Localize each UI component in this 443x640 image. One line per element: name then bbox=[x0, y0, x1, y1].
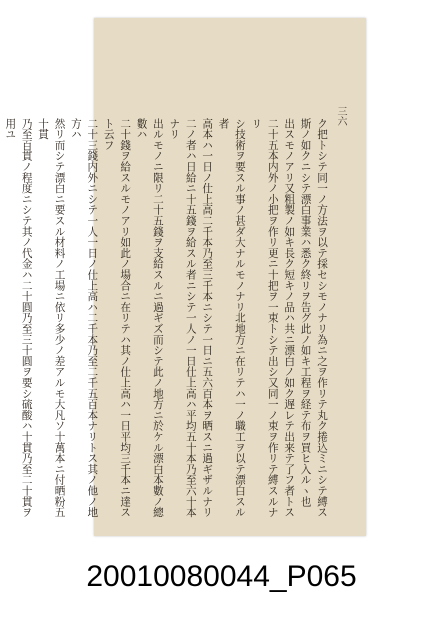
book-page bbox=[4, 18, 366, 536]
text-line: シ技術ヲ要スル事ノ甚ダ大ナルモノナリ北地方ニ在リテハ一ノ職工ヲ以テ漂白スル者 bbox=[217, 118, 246, 518]
text-line: 二ノ者ハ日給ニ十五錢ヲ給スル者ニシテ一人ノ一日仕上高ハ平均五十本乃至六十本ナリ bbox=[168, 118, 197, 518]
text-line: 斯ノ如クニシテ漂白事業ハ悉ク終リヲ告グ此ノ如キ工程ヲ経テ布ヲ買ヒ入ルヽ也 bbox=[299, 118, 312, 507]
text-line: 二十三錢内外ニシテ一人一日ノ仕上高ハ二千本乃至二千五百本ナリトス其ノ他ノ地方ハ bbox=[69, 118, 99, 518]
vertical-text-body bbox=[4, 118, 330, 528]
text-line: 出スモノアリ又粗製ノ如キ長ク短キノ品ハ共ニ漂白ノ如ク遅レテ出来テ了フ者トス bbox=[283, 118, 296, 518]
page-number: 三六 bbox=[335, 106, 346, 126]
text-line: 然リ而シテ漂白ニ要スル材料ノ工場ニ依リ多少ノ差アルモ大凡ソ十萬本ニ付晒粉五十貫 bbox=[37, 118, 66, 518]
text-line: 出ルモノニ限リ二十五錢ヲ支給スルニ過ギズ而シテ此ノ地方ニ於ケル漂白本數ノ總數ハ bbox=[135, 118, 164, 518]
text-line: 高本ハ一日ノ仕上高二千本乃至三千本ニシテ一日ニ五六百本ヲ晒スニ過ギザルナリ bbox=[201, 118, 214, 518]
text-line: 二十錢ヲ給スルモノアリ如此ノ場合ニ在リテハ其ノ仕上高ハ一日平均三千本ニ達スト云フ bbox=[102, 118, 132, 518]
text-line: 乃至百貫ノ程度ニシテ其ノ代金ハ二十圓乃至三十圓ヲ要シ硫酸ハ十貫乃至二十貫ヲ用ユ bbox=[4, 118, 33, 518]
image-id-caption: 20010080044_P065 bbox=[86, 560, 357, 593]
text-line: 二十五本内外ノ小把ヲ作リ更ニ十把ヲ一束トシテ出シ又同一ノ束ヲ作リテ縛スルナリ bbox=[250, 118, 279, 518]
text-line bbox=[0, 118, 2, 528]
text-line: ク把トシテ同一ノ方法ヲ以テ採セシモノナリ為ニ之ヲ作リテ丸ク捲込ミニシテ縛ス bbox=[316, 118, 328, 518]
